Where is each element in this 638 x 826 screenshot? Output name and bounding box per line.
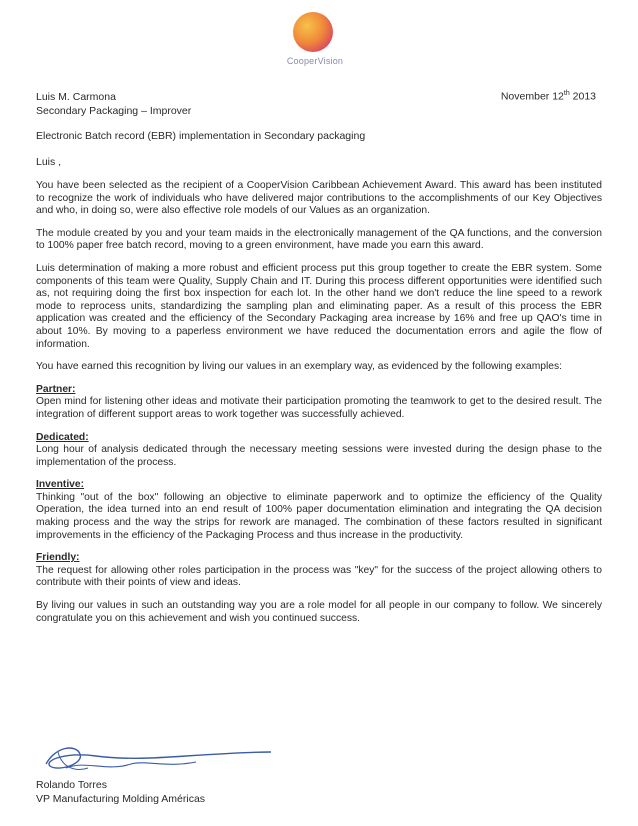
- paragraph-award: You have been selected as the recipient of a CooperVision Caribbean Achievement Award. This award has been instituted to recognize the work of individuals who have delivered major contributions to the accomplishments of our Key Objectives and who, in doing so, were also effective role models of our Values as an organization.: [36, 180, 602, 217]
- value-heading-inventive: Inventive:: [36, 479, 85, 491]
- coopervision-logo: [275, 10, 365, 70]
- salutation: Luis ,: [36, 156, 62, 168]
- letter-body: [36, 180, 602, 635]
- signer-title: VP Manufacturing Molding Américas: [36, 793, 206, 805]
- date-suffix: th: [563, 90, 570, 97]
- logo-text: CooperVision: [286, 56, 344, 66]
- recipient-block: [36, 90, 191, 118]
- date-year: 2013: [569, 90, 596, 103]
- handwritten-signature: [36, 738, 296, 778]
- value-heading-partner: Partner:: [36, 383, 76, 395]
- signer-name: Rolando Torres: [36, 779, 108, 791]
- value-heading-dedicated: Dedicated:: [36, 431, 89, 443]
- recipient-name: Luis M. Carmona: [36, 91, 116, 103]
- signer-block: [36, 778, 205, 806]
- value-text-dedicated: Long hour of analysis dedicated through the necessary meeting sessions were invested during the design phase to the implementation of the process.: [36, 444, 602, 468]
- recipient-title: Secondary Packaging – Improver: [36, 105, 192, 117]
- paragraph-values-intro: You have earned this recognition by living our values in an exemplary way, as evidenced by the following examples:: [36, 361, 563, 373]
- closing-paragraph: By living our values in such an outstanding way you are a role model for all people in our company to follow. We sincerely congratulate you on this achievement and wish you continued success.: [36, 600, 602, 624]
- value-text-friendly: The request for allowing other roles participation in the process was "key" for the success of the project allowing others to contribute with their points of view and ideas.: [36, 564, 602, 589]
- letter-date: [501, 90, 596, 103]
- value-text-partner: Open mind for listening other ideas and motivate their participation promoting the teamwork to get to the desired result. The integration of different support areas to work together was successfully achieved.: [36, 396, 602, 420]
- paragraph-module: The module created by you and your team maids in the electronically management of the QA functions, and the conversion to 100% paper free batch record, moving to a green environment, have made you earn this award.: [36, 227, 602, 252]
- value-heading-friendly: Friendly:: [36, 552, 80, 564]
- logo-circle-icon: [293, 12, 333, 52]
- value-text-inventive: Thinking "out of the box" following an objective to eliminate paperwork and to optimize the efficiency of the Quality Operation, the idea turned into an end result of 100% paper documentation elimination and integrating the QA decision making process and the way the strips for rework are managed. The combination of these factors resulted in significant improvements in the efficiency of the Packaging Process and thus increase in the productivity.: [36, 491, 602, 541]
- date-main: November 12: [500, 90, 564, 103]
- paragraph-determination: Luis determination of making a more robust and efficient process put this group together to create the EBR system. Some components of this team were Quality, Supply Chain and IT. During this process different opportunities were identified such as, not requiring doing the first box inspection for each lot. In the other hand we don't reduce the line speed to a rework mode to reprocess units, standardizing the sampling plan and eliminating paper. As a result of this process the EBR application was created and the efficiency of the Secondary Packaging area increase by 16% and free up QAO's time in about 10%. By moving to a paperless environment we have reduced the documentation errors and agile the flow of information.: [36, 262, 602, 350]
- letter-subject: Electronic Batch record (EBR) implementation in Secondary packaging: [36, 130, 366, 142]
